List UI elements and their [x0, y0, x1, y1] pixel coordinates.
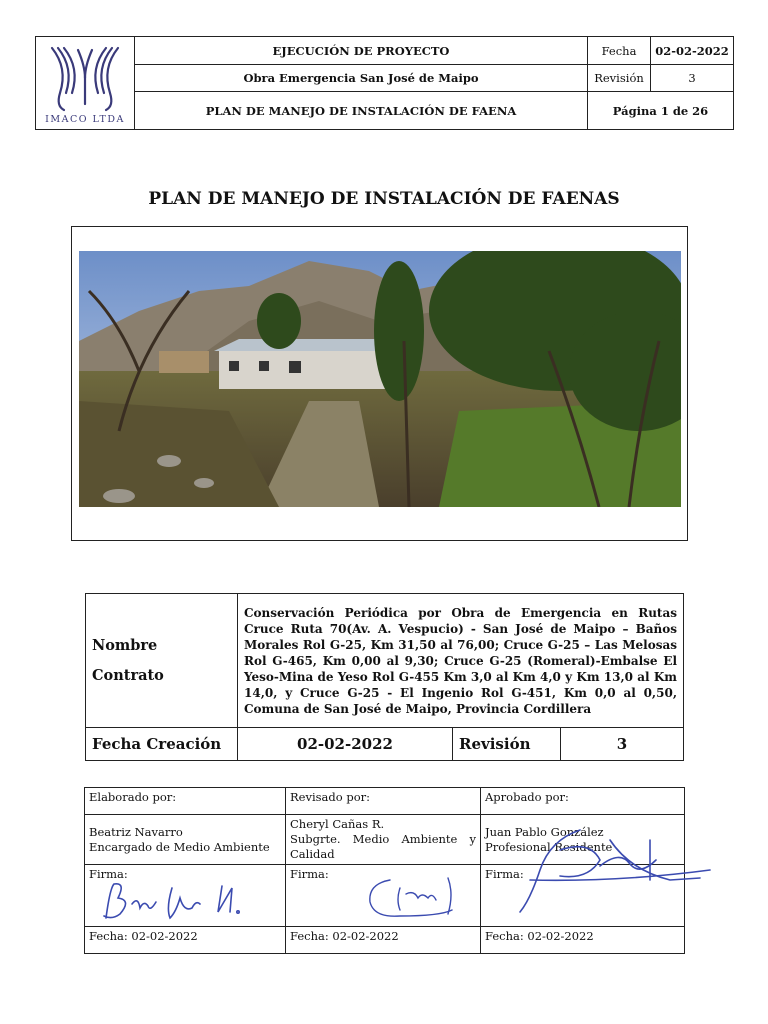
firma-label: Firma:	[290, 867, 329, 881]
aprobado-role: Profesional Residente	[485, 839, 613, 854]
contract-revision-label: Revisión	[453, 728, 561, 761]
creation-date-value: 02-02-2022	[238, 728, 453, 761]
elaborado-person	[85, 815, 286, 865]
elaborado-name: Beatriz Navarro	[89, 824, 183, 839]
firma-label: Firma:	[485, 867, 524, 881]
revision-label: Revisión	[588, 65, 651, 92]
signature-cheryl-image	[360, 870, 470, 924]
revision-value: 3	[651, 65, 734, 92]
elaborado-label: Elaborado por:	[85, 788, 286, 815]
contract-name-label	[86, 594, 238, 728]
contract-name-label-line1: Nombre	[92, 636, 158, 654]
logo-text: IMACO LTDA	[45, 113, 125, 125]
page-title: PLAN DE MANEJO DE INSTALACIÓN DE FAENAS	[148, 189, 620, 209]
creation-date-label: Fecha Creación	[86, 728, 238, 761]
elaborado-role: Encargado de Medio Ambiente	[89, 839, 270, 854]
elaborado-date: Fecha: 02-02-2022	[85, 927, 286, 954]
contract-name-label-line2: Contrato	[92, 666, 164, 684]
company-logo	[36, 37, 135, 130]
firma-label: Firma:	[89, 867, 128, 881]
imaco-logo-icon	[38, 38, 132, 126]
site-photo	[79, 251, 681, 507]
plan-name: PLAN DE MANEJO DE INSTALACIÓN DE FAENA	[135, 92, 588, 130]
page-number: Página 1 de 26	[588, 92, 734, 130]
aprobado-date: Fecha: 02-02-2022	[481, 927, 685, 954]
contract-revision-value: 3	[561, 728, 684, 761]
fecha-label: Fecha	[588, 37, 651, 65]
aprobado-label: Aprobado por:	[481, 788, 685, 815]
site-photo-image	[79, 251, 681, 507]
aprobado-name: Juan Pablo González	[485, 824, 604, 839]
photo-frame	[71, 226, 688, 541]
signature-juan-pablo-image	[500, 820, 720, 916]
contract-description: Conservación Periódica por Obra de Emergencia en Rutas Cruce Ruta 70(Av. A. Vespucio) - San José de Maipo – Baños Morales Rol G-25, Km 31,50 al 76,00; Cruce G-25 – Las Melosas Rol G-465, Km 0,00 al 9,30; Cruce G-25 (Romeral)-Embalse El Yeso-Mina de Yeso Rol G-455 Km 3,0 al Km 4,0 y Km 13,0 al Km 14,0, y Cruce G-25 - El Ingenio Rol G-451, Km 0,0 al 0,50, Comuna de San José de Maipo, Provincia Cordillera	[238, 594, 684, 728]
revisado-label: Revisado por:	[286, 788, 481, 815]
revisado-date: Fecha: 02-02-2022	[286, 927, 481, 954]
project-label: EJECUCIÓN DE PROYECTO	[135, 37, 588, 65]
revisado-person	[286, 815, 481, 865]
work-name: Obra Emergencia San José de Maipo	[135, 65, 588, 92]
revisado-name: Cheryl Cañas R.	[290, 817, 385, 831]
signature-beatriz-image	[96, 878, 266, 924]
contract-table	[85, 593, 684, 761]
revisado-role: Subgrte. Medio Ambiente y Calidad	[290, 832, 476, 861]
document-header	[35, 36, 734, 130]
fecha-value: 02-02-2022	[651, 37, 734, 65]
